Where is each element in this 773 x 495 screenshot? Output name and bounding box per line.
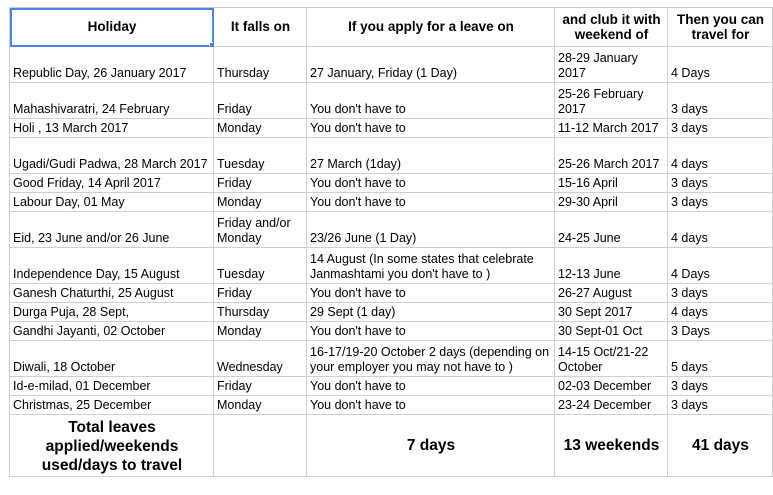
totals-row [10, 415, 773, 477]
leave-cell[interactable]: You don't have to [307, 284, 555, 303]
table-row [10, 284, 773, 303]
leave-cell[interactable]: 27 January, Friday (1 Day) [307, 47, 555, 83]
travel-cell[interactable]: 3 days [668, 83, 773, 119]
holiday-cell[interactable]: Eid, 23 June and/or 26 June [10, 212, 214, 248]
totals-day-cell[interactable] [214, 415, 307, 477]
weekend-cell[interactable]: 25-26 March 2017 [555, 138, 668, 174]
table-row [10, 248, 773, 284]
holiday-cell[interactable]: Diwali, 18 October [10, 341, 214, 377]
weekend-cell[interactable]: 26-27 August [555, 284, 668, 303]
totals-leave[interactable]: 7 days [307, 415, 555, 477]
leave-cell[interactable]: 27 March (1day) [307, 138, 555, 174]
table-row [10, 377, 773, 396]
selection-fill-handle[interactable] [209, 42, 214, 47]
weekend-cell[interactable]: 30 Sept-01 Oct [555, 322, 668, 341]
totals-weekends[interactable]: 13 weekends [555, 415, 668, 477]
header-falls-on: It falls on [230, 19, 291, 34]
travel-cell[interactable]: 5 days [668, 341, 773, 377]
leave-cell[interactable]: You don't have to [307, 83, 555, 119]
travel-cell[interactable]: 3 days [668, 193, 773, 212]
holiday-cell[interactable]: Mahashivaratri, 24 February [10, 83, 214, 119]
day-cell[interactable]: Monday [214, 193, 307, 212]
holiday-cell[interactable]: Christmas, 25 December [10, 396, 214, 415]
leave-cell[interactable]: You don't have to [307, 174, 555, 193]
header-holiday-cell[interactable] [10, 8, 214, 47]
travel-cell[interactable]: 3 days [668, 396, 773, 415]
holiday-spreadsheet [9, 7, 773, 477]
travel-cell[interactable]: 4 days [668, 303, 773, 322]
day-cell[interactable]: Monday [214, 119, 307, 138]
table-row [10, 341, 773, 377]
table-row [10, 193, 773, 212]
holiday-cell[interactable]: Independence Day, 15 August [10, 248, 214, 284]
leave-cell[interactable]: You don't have to [307, 377, 555, 396]
table-row [10, 322, 773, 341]
table-row [10, 138, 773, 174]
day-cell[interactable]: Friday [214, 83, 307, 119]
table-row [10, 303, 773, 322]
weekend-cell[interactable]: 02-03 December [555, 377, 668, 396]
leave-cell[interactable]: You don't have to [307, 396, 555, 415]
leave-cell[interactable]: You don't have to [307, 119, 555, 138]
travel-cell[interactable]: 3 days [668, 284, 773, 303]
leave-cell[interactable]: You don't have to [307, 193, 555, 212]
table-row [10, 212, 773, 248]
day-cell[interactable]: Tuesday [214, 138, 307, 174]
travel-cell[interactable]: 3 days [668, 174, 773, 193]
day-cell[interactable]: Friday and/or Monday [214, 212, 307, 248]
table-row [10, 83, 773, 119]
day-cell[interactable]: Wednesday [214, 341, 307, 377]
header-club-weekend-cell[interactable] [555, 8, 668, 47]
holiday-cell[interactable]: Ganesh Chaturthi, 25 August [10, 284, 214, 303]
travel-cell[interactable]: 4 days [668, 212, 773, 248]
day-cell[interactable]: Thursday [214, 47, 307, 83]
day-cell[interactable]: Friday [214, 284, 307, 303]
header-apply-leave-cell[interactable] [307, 8, 555, 47]
holiday-cell[interactable]: Labour Day, 01 May [10, 193, 214, 212]
travel-cell[interactable]: 3 days [668, 119, 773, 138]
weekend-cell[interactable]: 15-16 April [555, 174, 668, 193]
weekend-cell[interactable]: 28-29 January 2017 [555, 47, 668, 83]
holiday-cell[interactable]: Gandhi Jayanti, 02 October [10, 322, 214, 341]
holiday-cell[interactable]: Republic Day, 26 January 2017 [10, 47, 214, 83]
leave-cell[interactable]: 23/26 June (1 Day) [307, 212, 555, 248]
table-row [10, 119, 773, 138]
holiday-cell[interactable]: Id-e-milad, 01 December [10, 377, 214, 396]
travel-cell[interactable]: 4 Days [668, 47, 773, 83]
header-club-weekend: and club it with weekend of [562, 11, 661, 42]
travel-cell[interactable]: 3 days [668, 377, 773, 396]
weekend-cell[interactable]: 30 Sept 2017 [555, 303, 668, 322]
header-travel-for: Then you can travel for [676, 11, 764, 42]
table-row [10, 396, 773, 415]
leave-cell[interactable]: 16-17/19-20 October 2 days (depending on your employer you may not have to ) [307, 341, 555, 377]
holiday-cell[interactable]: Durga Puja, 28 Sept, [10, 303, 214, 322]
holiday-cell[interactable]: Good Friday, 14 April 2017 [10, 174, 214, 193]
day-cell[interactable]: Friday [214, 174, 307, 193]
table-row [10, 174, 773, 193]
totals-label[interactable]: Total leaves applied/weekends used/days to travel [10, 415, 214, 477]
travel-cell[interactable]: 4 Days [668, 248, 773, 284]
header-travel-for-cell[interactable] [668, 8, 773, 47]
day-cell[interactable]: Monday [214, 396, 307, 415]
weekend-cell[interactable]: 12-13 June [555, 248, 668, 284]
holiday-cell[interactable]: Holi , 13 March 2017 [10, 119, 214, 138]
travel-cell[interactable]: 4 days [668, 138, 773, 174]
weekend-cell[interactable]: 23-24 December [555, 396, 668, 415]
header-holiday: Holiday [87, 19, 137, 34]
day-cell[interactable]: Friday [214, 377, 307, 396]
header-row [10, 8, 773, 47]
holiday-cell[interactable]: Ugadi/Gudi Padwa, 28 March 2017 [10, 138, 214, 174]
leave-cell[interactable]: 29 Sept (1 day) [307, 303, 555, 322]
table-row [10, 47, 773, 83]
weekend-cell[interactable]: 11-12 March 2017 [555, 119, 668, 138]
leave-cell[interactable]: 14 August (In some states that celebrate Janmashtami you don't have to ) [307, 248, 555, 284]
day-cell[interactable]: Thursday [214, 303, 307, 322]
header-apply-leave: If you apply for a leave on [348, 19, 514, 34]
day-cell[interactable]: Tuesday [214, 248, 307, 284]
header-falls-on-cell[interactable] [214, 8, 307, 47]
leave-cell[interactable]: You don't have to [307, 322, 555, 341]
travel-cell[interactable]: 3 Days [668, 322, 773, 341]
day-cell[interactable]: Monday [214, 322, 307, 341]
weekend-cell[interactable]: 29-30 April [555, 193, 668, 212]
totals-travel[interactable]: 41 days [668, 415, 773, 477]
weekend-cell[interactable]: 14-15 Oct/21-22 October [555, 341, 668, 377]
weekend-cell[interactable]: 25-26 February 2017 [555, 83, 668, 119]
weekend-cell[interactable]: 24-25 June [555, 212, 668, 248]
